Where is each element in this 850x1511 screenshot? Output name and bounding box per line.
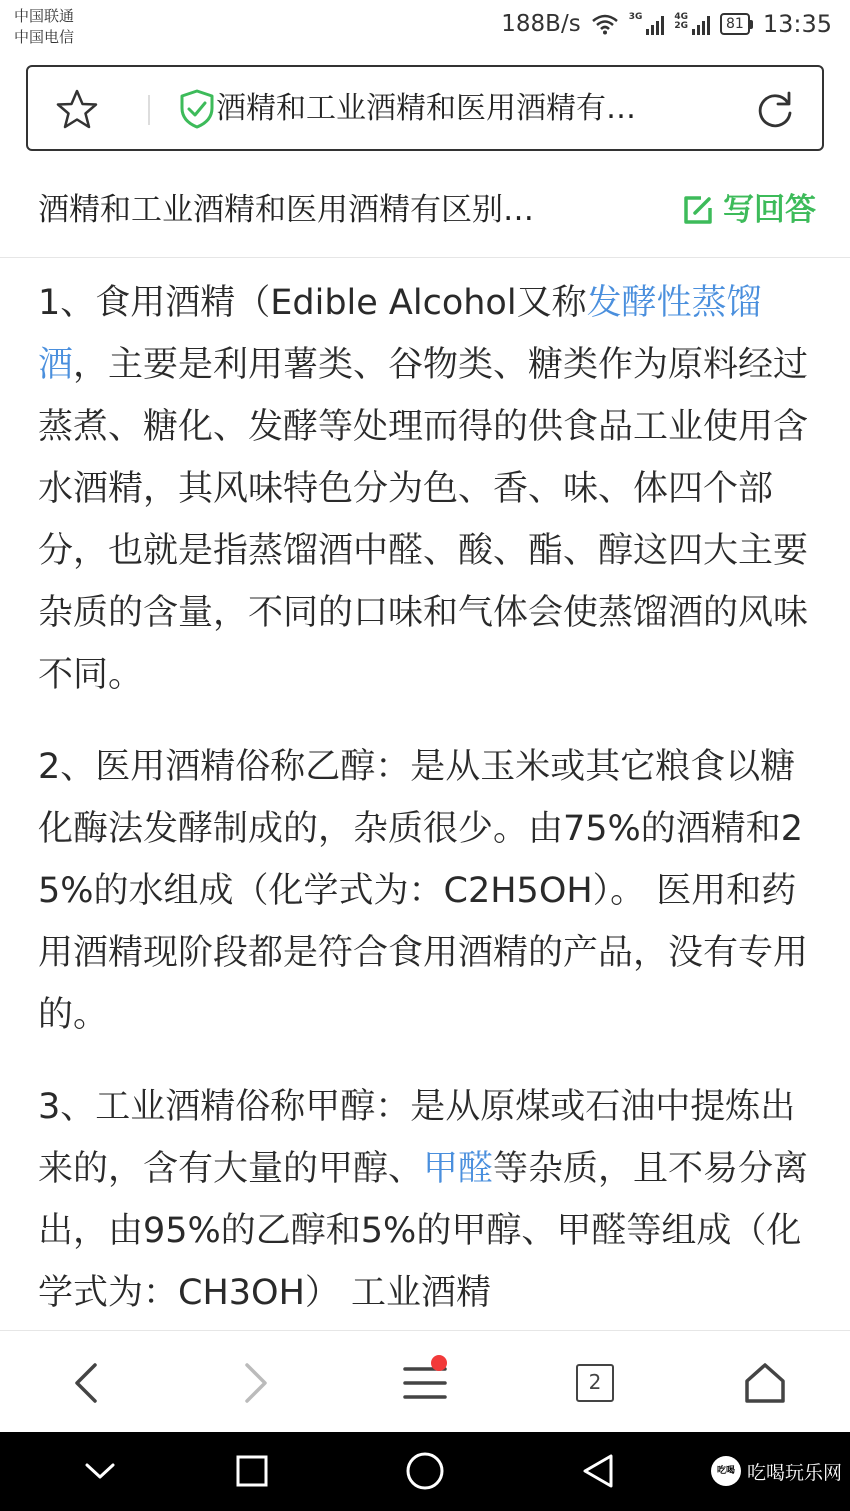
answer-paragraph-1: 1、食用酒精（Edible Alcohol又称发酵性蒸馏酒，主要是利用薯类、谷物类、糖类作为原料经过蒸煮、糖化、发酵等处理而得的供食品工业使用含水酒精，其风味特色分为色、香、味、体四个部分，也就是指蒸馏酒中醛、酸、酯、醇这四大主要杂质的含量，不同的口味和气体会使蒸馏酒的风味不同。 — [38, 283, 809, 695]
carrier-2: 中国电信 — [14, 28, 75, 46]
signal-icon-1 — [629, 13, 665, 35]
network-speed: 188B/s — [501, 11, 581, 37]
link-fermented-spirits[interactable]: 发酵性蒸馏酒 — [38, 283, 762, 385]
back-button[interactable] — [56, 1353, 116, 1413]
watermark-logo: 吃喝 — [711, 1456, 741, 1486]
recents-icon — [235, 1454, 269, 1488]
network-type-2b: 2G — [674, 21, 688, 31]
home-circle-icon — [405, 1451, 445, 1491]
security-shield-icon — [176, 88, 218, 130]
question-header — [0, 160, 850, 258]
collapse-button[interactable] — [76, 1447, 124, 1495]
address-bar-divider — [148, 95, 150, 125]
system-navigation-bar — [0, 1432, 850, 1511]
back-icon — [71, 1361, 101, 1405]
link-formaldehyde[interactable]: 甲醛 — [423, 1149, 494, 1189]
write-answer-button[interactable] — [681, 190, 816, 230]
home-icon — [743, 1361, 787, 1405]
carrier-info — [14, 6, 74, 48]
status-indicators — [501, 10, 832, 38]
carrier-1: 中国联通 — [14, 7, 75, 25]
home-button[interactable] — [735, 1353, 795, 1413]
system-back-button[interactable] — [574, 1447, 622, 1495]
write-answer-label: 写回答 — [723, 192, 816, 228]
page-title-in-address-bar[interactable]: 酒精和工业酒精和医用酒精有… — [216, 91, 636, 126]
watermark — [711, 1456, 842, 1486]
battery-icon — [720, 13, 753, 35]
browser-toolbar — [0, 1330, 850, 1432]
answer-paragraph-2: 2、医用酒精俗称乙醇：是从玉米或其它粮食以糖化酶法发酵制成的，杂质很少。由75%的酒精和25%的水组成（化学式为：C2H5OH）。 医用和药用酒精现阶段都是符合食用酒精的产品，没有专用的。 — [38, 747, 809, 1035]
tabs-button[interactable] — [565, 1353, 625, 1413]
network-type-2: 4G — [674, 12, 688, 22]
back-triangle-icon — [580, 1452, 616, 1490]
wifi-icon — [591, 13, 619, 35]
edit-icon — [681, 193, 715, 227]
system-home-button[interactable] — [401, 1447, 449, 1495]
watermark-text: 吃喝玩乐网 — [746, 1461, 842, 1484]
recents-button[interactable] — [228, 1447, 276, 1495]
bookmark-star-icon[interactable] — [54, 87, 100, 133]
question-title[interactable]: 酒精和工业酒精和医用酒精有区别… — [38, 192, 534, 228]
menu-button[interactable] — [395, 1353, 455, 1413]
battery-level: 81 — [720, 13, 750, 35]
signal-icon-2 — [674, 13, 710, 35]
forward-button[interactable] — [226, 1353, 286, 1413]
forward-icon — [241, 1361, 271, 1405]
network-type-1: 3G — [628, 12, 643, 22]
notification-dot — [431, 1355, 447, 1371]
status-bar — [0, 0, 850, 56]
clock: 13:35 — [762, 10, 832, 38]
answer-content — [38, 272, 818, 1330]
answer-paragraph-3: 3、工业酒精俗称甲醇：是从原煤或石油中提炼出来的，含有大量的甲醇、甲醛等杂质，且不易分离出，由95%的乙醇和5%的甲醇、甲醛等组成（化学式为：CH3OH） 工业酒精 — [38, 1087, 809, 1313]
address-bar[interactable] — [26, 65, 824, 151]
tabs-icon: 2 — [576, 1364, 614, 1402]
collapse-icon — [84, 1461, 116, 1481]
refresh-icon[interactable] — [752, 87, 798, 133]
